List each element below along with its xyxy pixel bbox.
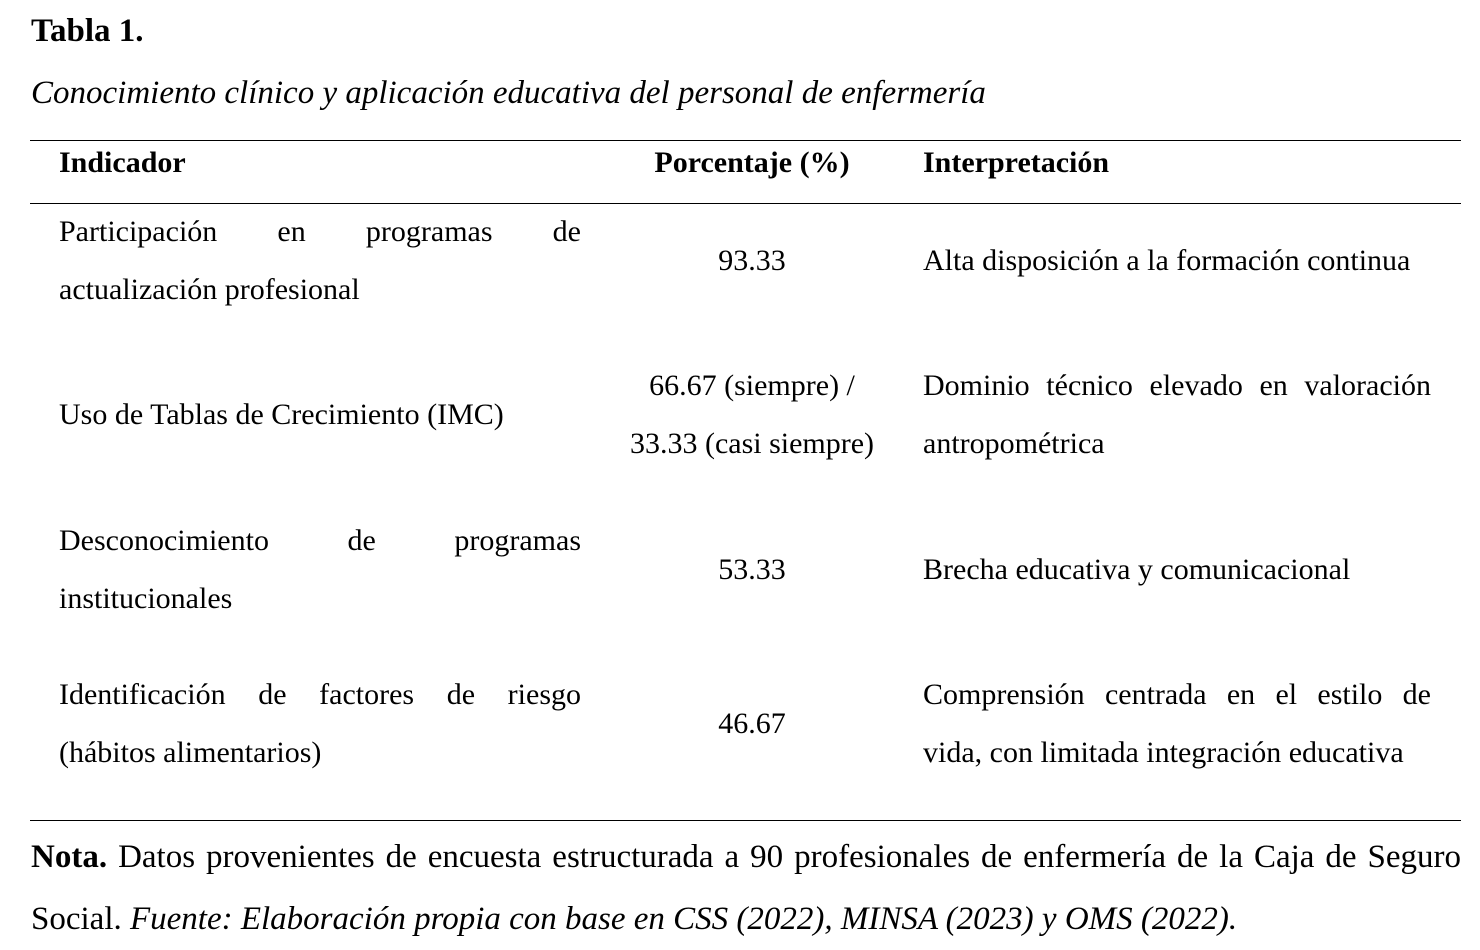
row-4-indicator xyxy=(59,637,581,811)
note-text: Datos provenientes de encuesta estructurada a 90 profesionales de enfermería de la Caja de Seguro Social. xyxy=(31,839,1462,937)
row-1-percentage xyxy=(622,203,882,319)
row-3-percentage xyxy=(622,512,882,628)
table-note xyxy=(31,826,1461,950)
note-label: Nota. xyxy=(31,839,108,875)
row-1-interpretation-text: Alta disposición a la formación continua xyxy=(923,244,1411,277)
row-4-interpretation-text: Comprensión centrada en el estilo de vida, con limitada integración educativa xyxy=(923,678,1431,769)
row-4-indicator-text: Identificación de factores de riesgo (hábitos alimentarios) xyxy=(59,678,581,769)
row-1-indicator-text: Participación en programas de actualización profesional xyxy=(59,215,581,306)
row-2-indicator xyxy=(59,328,581,502)
table-title: Conocimiento clínico y aplicación educativa del personal de enfermería xyxy=(31,75,986,111)
header-percentage: Porcentaje (%) xyxy=(654,146,850,179)
row-1-indicator xyxy=(59,203,581,319)
row-3-interpretation-text: Brecha educativa y comunicacional xyxy=(923,553,1351,586)
row-2-percentage-text: 66.67 (siempre) / 33.33 (casi siempre) xyxy=(629,369,875,460)
row-3-indicator-text: Desconocimiento de programas institucionales xyxy=(59,524,581,615)
row-2-interpretation-text: Dominio técnico elevado en valoración antropométrica xyxy=(923,369,1431,460)
row-2-percentage xyxy=(622,328,882,502)
row-4-percentage-text: 46.67 xyxy=(718,707,786,740)
note-source: Fuente: Elaboración propia con base en CSS (2022), MINSA (2023) y OMS (2022). xyxy=(129,901,1238,937)
row-2-interpretation xyxy=(923,328,1431,502)
row-4-percentage xyxy=(622,637,882,811)
row-3-indicator xyxy=(59,512,581,628)
table-bottom-rule xyxy=(30,820,1461,821)
header-indicator: Indicador xyxy=(59,146,186,179)
row-3-interpretation xyxy=(923,512,1431,628)
row-3-percentage-text: 53.33 xyxy=(718,553,786,586)
row-1-percentage-text: 93.33 xyxy=(718,244,786,277)
row-1-interpretation xyxy=(923,203,1431,319)
row-4-interpretation xyxy=(923,637,1431,811)
table-number: Tabla 1. xyxy=(31,13,144,49)
header-interpretation: Interpretación xyxy=(923,146,1110,179)
row-2-indicator-text: Uso de Tablas de Crecimiento (IMC) xyxy=(59,398,504,431)
